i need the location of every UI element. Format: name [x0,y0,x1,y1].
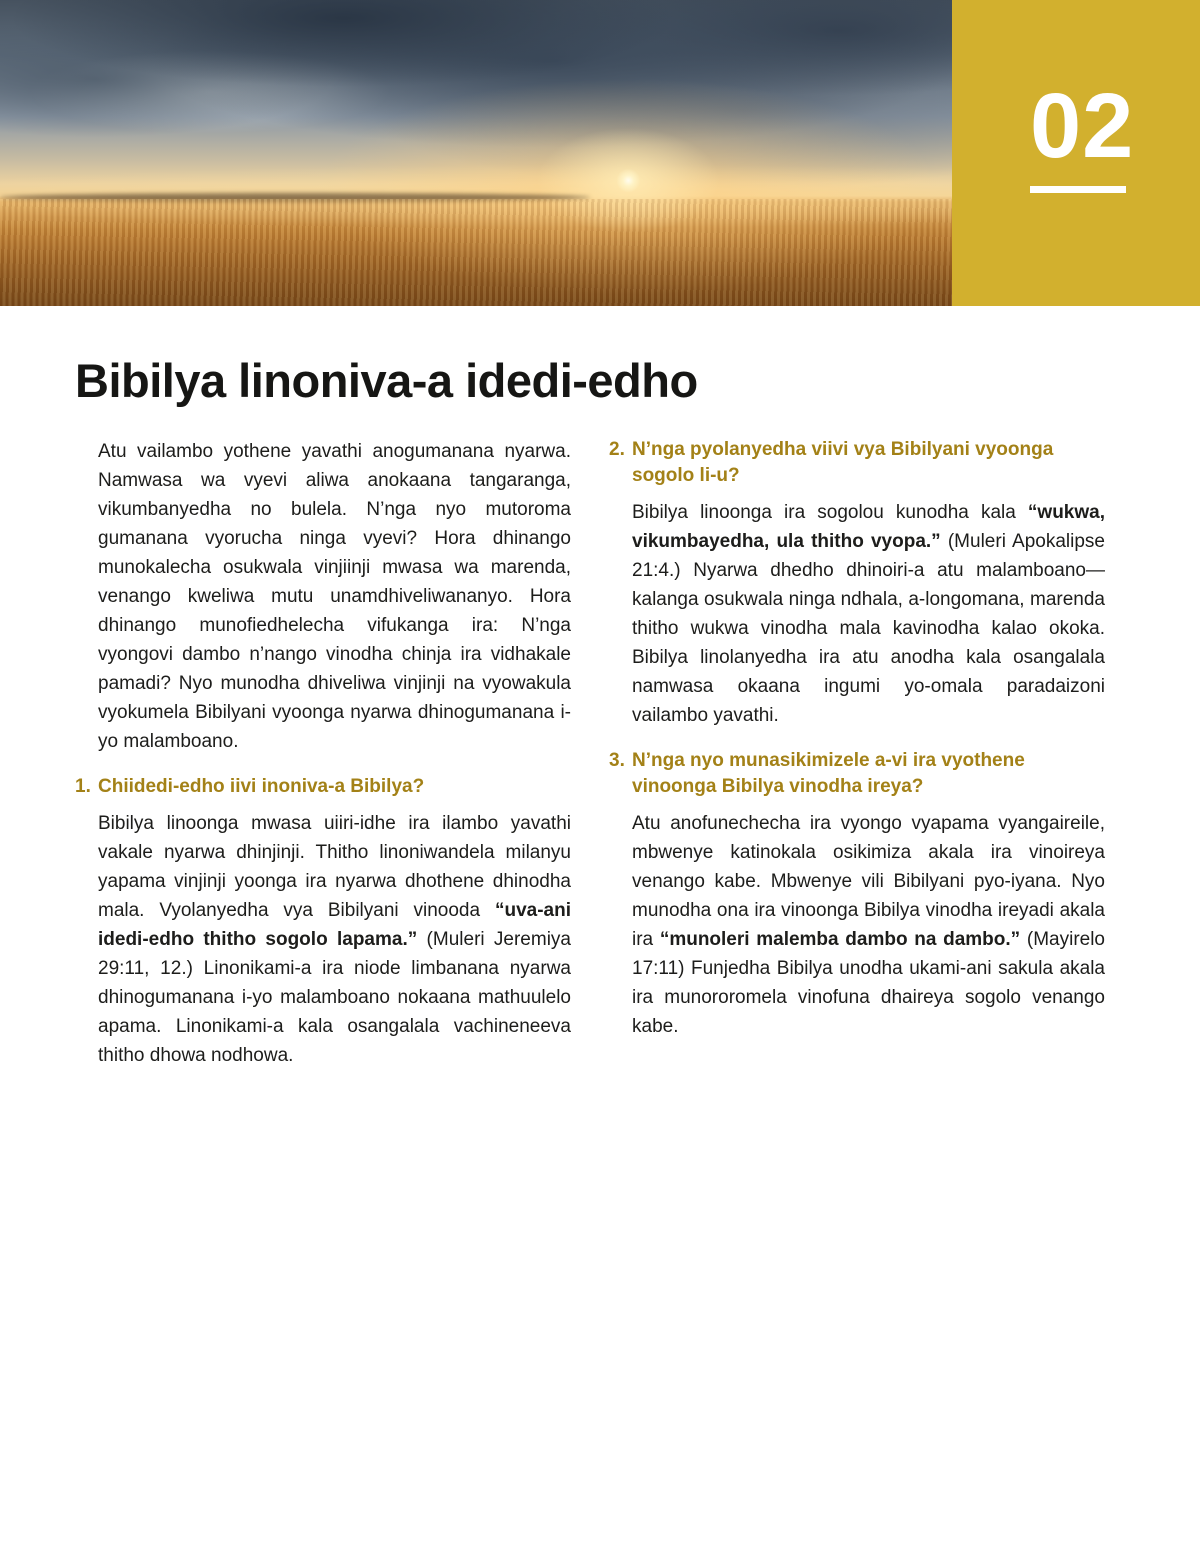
hero-banner [0,0,1200,306]
section-3 [609,748,1105,1041]
two-column-layout [75,437,1105,1070]
right-column [609,437,1105,1041]
chapter-underline [1030,186,1126,193]
section-2-paragraph: Bibilya linoonga ira sogolou kunodha kala “wukwa, vikumbayedha, ula thitho vyopa.” (Muleri Apokalipse 21:4.) Nyarwa dhedho dhinoiri-a atu malamboano—kalanga osukwala ninga ndhala, a-longomana, marenda thitho wukwa vinodha mala kavinodha kalao okoka. Bibilya linolanyedha ira atu anodha kala osangalala namwasa okaana ingumi yo-omala paradaizoni vailambo yavathi. [632,502,1105,727]
chapter-badge [952,0,1200,306]
section-1-number: 1. [75,776,91,798]
section-2-heading [609,437,1105,489]
section-1-paragraph: Bibilya linoonga mwasa uiiri-idhe ira ilambo yavathi vakale nyarwa dhinjinji. Thitho linoniwandela milanyu yapama vinjinji yoonga ira nyarwa dhothene dhinodha mala. Vyolanyedha vya Bibilyani vinooda “uva-ani idedi-edho thitho sogolo lapama.” (Muleri Jeremiya 29:11, 12.) Linonikami-a ira niode limbanana nyarwa dhinogumanana i-yo malamboano nokaana mathuulelo apama. Linonikami-a kala osangalala vachineneeva thitho dhowa nodhowa. [98,813,571,1067]
article [0,356,1200,1130]
section-3-number: 3. [609,750,625,772]
section-1-heading-text: Chiidedi-edho iivi inoniva-a Bibilya? [98,776,425,798]
section-1 [75,774,571,1070]
chapter-number: 02 [1030,75,1135,177]
wheat-field-texture [0,199,952,306]
intro-paragraph: Atu vailambo yothene yavathi anogumanana nyarwa. Namwasa wa vyevi aliwa anokaana tangaranga, vikumbanyedha no bulela. N’nga nyo mutoroma gumanana vyorucha ninga vyevi? Hora dhinango munokalecha osukwala vinjiinji mwasa wa marenda, venango kweliwa mutu unamdhiveliwananyo. Hora dhinango munofiedhelecha vifukanga ira: N’nga vyongovi dambo n’nango vinodha chinja ira vidhakale pamadi? Nyo munodha dhiveliwa vinjinji na vyowakula vyokumela Bibilyani vyoonga nyarwa dhinogumanana i-yo malamboano. [98,441,571,753]
section-2-heading-text: N’nga pyolanyedha viivi vya Bibilyani vyoonga sogolo li-u? [632,439,1054,487]
hero-photo-wheat-field-sunset [0,0,952,306]
section-2-number: 2. [609,439,625,461]
section-1-heading [75,774,571,800]
section-3-heading-text: N’nga nyo munasikimizele a-vi ira vyothene vinoonga Bibilya vinodha ireya? [632,750,1025,798]
section-3-paragraph: Atu anofunechecha ira vyongo vyapama vyangaireile, mbwenye katinokala osikimiza akala ira vinoireya venango kabe. Mbwenye vili Bibilyani pyo-iyana. Nyo munodha ona ira vinoonga Bibilya vinodha ireyadi akala ira “munoleri malemba dambo na dambo.” (Mayirelo 17:11) Funjedha Bibilya unodha ukami-ani sakula akala ira munororomela vinofuna dhaireya sogolo venango kabe. [632,813,1105,1038]
left-column [75,437,571,1070]
section-3-heading [609,748,1105,800]
section-2 [609,437,1105,730]
page-title: Bibilya linoniva-a idedi-edho [75,354,698,407]
